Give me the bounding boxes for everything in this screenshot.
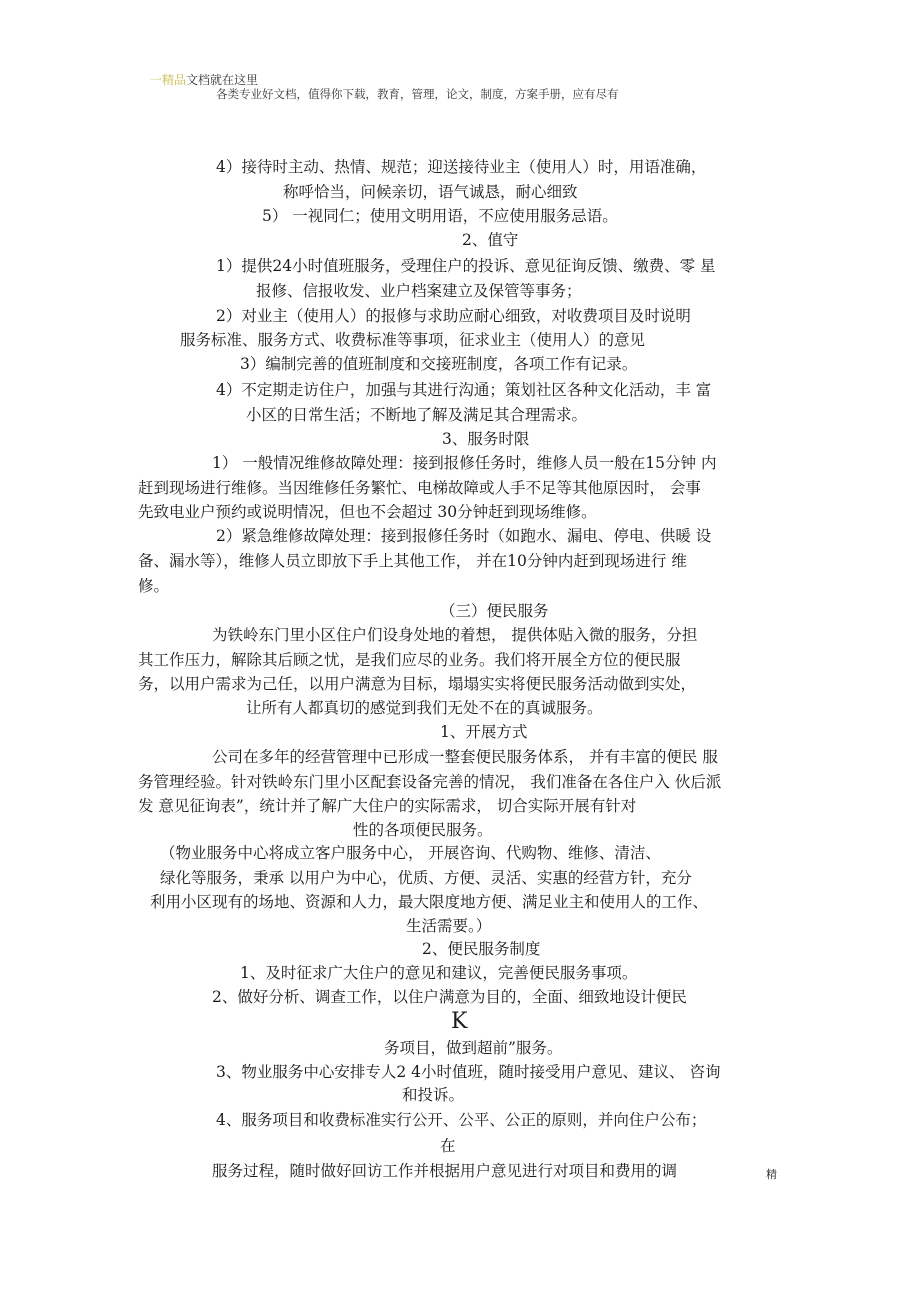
text-line: 3、物业服务中心安排专人2 4小时值班，随时接受用户意见、建议、 咨询: [216, 1063, 721, 1081]
header-brand-prefix: 一精品: [150, 73, 187, 87]
text-line: 称呼恰当，问候亲切，语气诚恳，耐心细致: [283, 183, 578, 201]
text-line: 让所有人都真切的感觉到我们无处不在的真诚服务。: [246, 699, 603, 717]
section-heading: 2、便民服务制度: [422, 940, 541, 958]
footer-mark: 精: [766, 1168, 777, 1181]
text-line: 1、及时征求广大住户的意见和建议，完善便民服务事项。: [240, 964, 638, 982]
section-heading: 3、服务时限: [442, 430, 530, 448]
text-line: （物业服务中心将成立客户服务中心， 开展咨询、代购物、维修、清洁、: [160, 844, 661, 862]
text-line: 务项目，做到超前”服务。: [384, 1039, 563, 1057]
header-brand-suffix: 文档就在这里: [186, 73, 259, 87]
text-line: 2）紧急维修故障处理：接到报修任务时（如跑水、漏电、停电、供暖 设: [216, 527, 712, 545]
text-line: 备、漏水等），维修人员立即放下手上其他工作， 并在10分钟内赶到现场进行 维: [138, 552, 687, 570]
text-line: 为铁岭东门里小区住户们设身处地的着想， 提供体贴入微的服务，分担: [212, 626, 698, 644]
section-heading: （三）便民服务: [440, 602, 549, 620]
text-line: 先致电业户预约或说明情况，但也不会超过 30分钟赶到现场维修。: [138, 503, 597, 521]
text-line: 生活需要。）: [406, 917, 492, 935]
text-line: 和投诉。: [402, 1086, 465, 1104]
text-line: 务，以用户需求为己任，以用户满意为目标，塌塌实实将便民服务活动做到实处，: [138, 675, 697, 693]
text-line: 1）提供24小时值班服务，受理住户的投诉、意见征询反馈、缴费、零 星: [216, 257, 716, 275]
text-line: 赶到现场进行维修。当因维修任务繁忙、电梯故障或人手不足等其他原因时， 会事: [138, 479, 701, 497]
header-tagline: 各类专业好文档，值得你下载，教育，管理，论文，制度，方案手册，应有尽有: [216, 87, 619, 101]
text-line: 4）不定期走访住户，加强与其进行沟通；策划社区各种文化活动，丰 富: [216, 381, 712, 399]
text-line: 其工作压力，解除其后顾之忧，是我们应尽的业务。我们将开展全方位的便民服: [138, 651, 681, 669]
text-line: 绿化等服务，秉承 以用户为中心，优质、方便、灵活、实惠的经营方针，充分: [160, 869, 692, 887]
text-line: 3）编制完善的值班制度和交接班制度，各项工作有记录。: [240, 355, 638, 373]
text-line: 2）对业主（使用人）的报修与求助应耐心细致，对收费项目及时说明: [216, 307, 691, 325]
text-line: 修。: [138, 577, 170, 595]
section-heading: 2、值守: [462, 231, 519, 249]
text-line: 5） 一视同仁；使用文明用语，不应使用服务忌语。: [262, 207, 618, 225]
text-line: 发 意见征询表”，统计并了解广大住户的实际需求， 切合实际开展有针对: [138, 797, 637, 815]
text-line: 公司在多年的经营管理中已形成一整套便民服务体系， 并有丰富的便民 服: [212, 748, 718, 766]
text-line: 利用小区现有的场地、资源和人力，最大限度地方便、满足业主和使用人的工作、: [150, 893, 709, 911]
text-line: 4）接待时主动、热情、规范；迎送接待业主（使用人）时，用语准确，: [216, 158, 707, 176]
stray-letter: K: [451, 1009, 468, 1034]
text-line: 服务标准、服务方式、收费标准等事项，征求业主（使用人）的意见: [180, 331, 646, 349]
section-heading: 1、开展方式: [440, 723, 528, 741]
text-line: 4、服务项目和收费标准实行公开、公平、公正的原则，并向住户公布；: [216, 1111, 707, 1129]
text-line: 报修、信报收发、业户档案建立及保管等事务；: [256, 282, 582, 300]
text-line: 在: [440, 1137, 456, 1155]
text-line: 服务过程，随时做好回访工作并根据用户意见进行对项目和费用的调: [212, 1162, 678, 1180]
text-line: 性的各项便民服务。: [353, 821, 493, 839]
text-line: 小区的日常生活；不断地了解及满足其合理需求。: [246, 406, 588, 424]
text-line: 务管理经验。针对铁岭东门里小区配套设备完善的情况， 我们准备在各住户入 伙后派: [138, 773, 722, 791]
text-line: 1） 一般情况维修故障处理：接到报修任务时，维修人员一般在15分钟 内: [212, 454, 717, 472]
text-line: 2、做好分析、调查工作，以住户满意为目的，全面、细致地设计便民: [212, 988, 687, 1006]
